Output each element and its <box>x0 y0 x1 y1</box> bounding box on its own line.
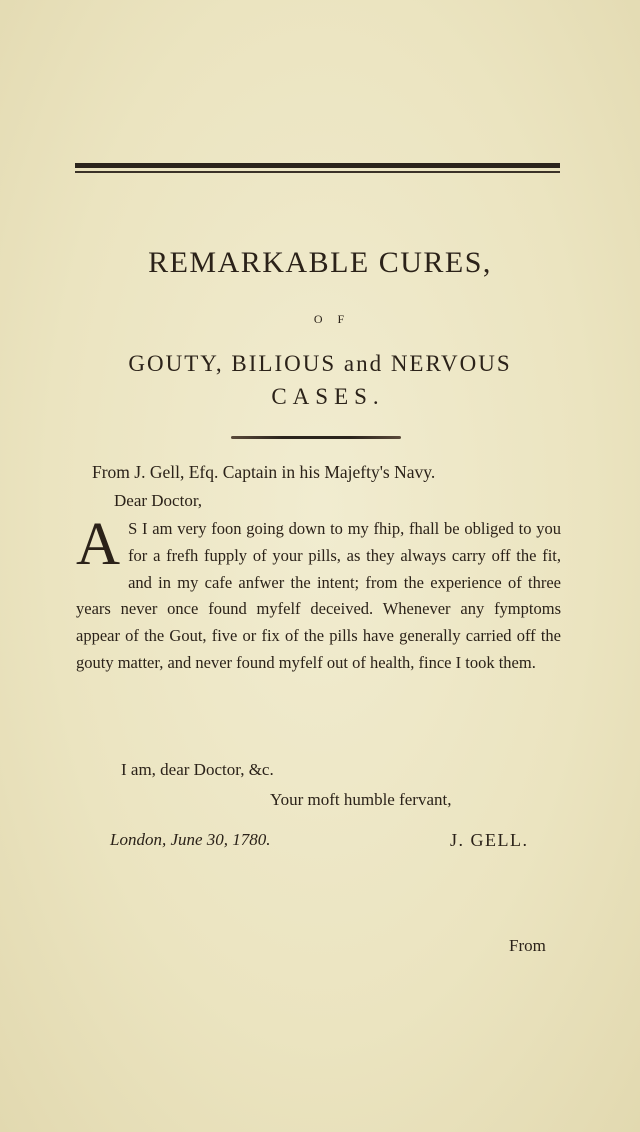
catchword: From <box>509 936 546 955</box>
letter-body <box>76 511 561 677</box>
drop-cap: A <box>76 511 121 578</box>
letter-place-date <box>110 830 271 850</box>
letter-place: London, <box>110 830 167 849</box>
subtitle-line-1: GOUTY, BILIOUS and NERVOUS <box>128 351 512 376</box>
of-label: O F <box>313 312 351 326</box>
ornamental-divider <box>231 436 401 439</box>
letter-body-text: S I am very foon going down to my fhip, fhall be obliged to you for a frefh fupply of your pills, as they always carry off the fit, and in my cafe anfwer the intent; from the experience of three years never once found myfelf deceived. Whenever any fymptoms appear of the Gout, five or fix of the pills have generally carried off the gouty matter, and never found myfelf out of health, fince I took them. <box>76 519 561 672</box>
letter-closing-1: I am, dear Doctor, &c. <box>121 760 274 779</box>
letter-from-line: From J. Gell, Efq. Captain in his Majefty's Navy. <box>92 462 436 482</box>
letter-date: June 30, 1780. <box>170 830 271 849</box>
subtitle-line-2: CASES. <box>271 384 385 409</box>
letter-signature: J. GELL. <box>450 830 529 850</box>
page-title: REMARKABLE CURES, <box>148 246 492 279</box>
header-rule-thick <box>75 163 560 168</box>
header-rule-thin <box>75 171 560 173</box>
letter-salutation: Dear Doctor, <box>114 491 203 510</box>
letter-closing-2: Your moft humble fervant, <box>270 790 452 809</box>
